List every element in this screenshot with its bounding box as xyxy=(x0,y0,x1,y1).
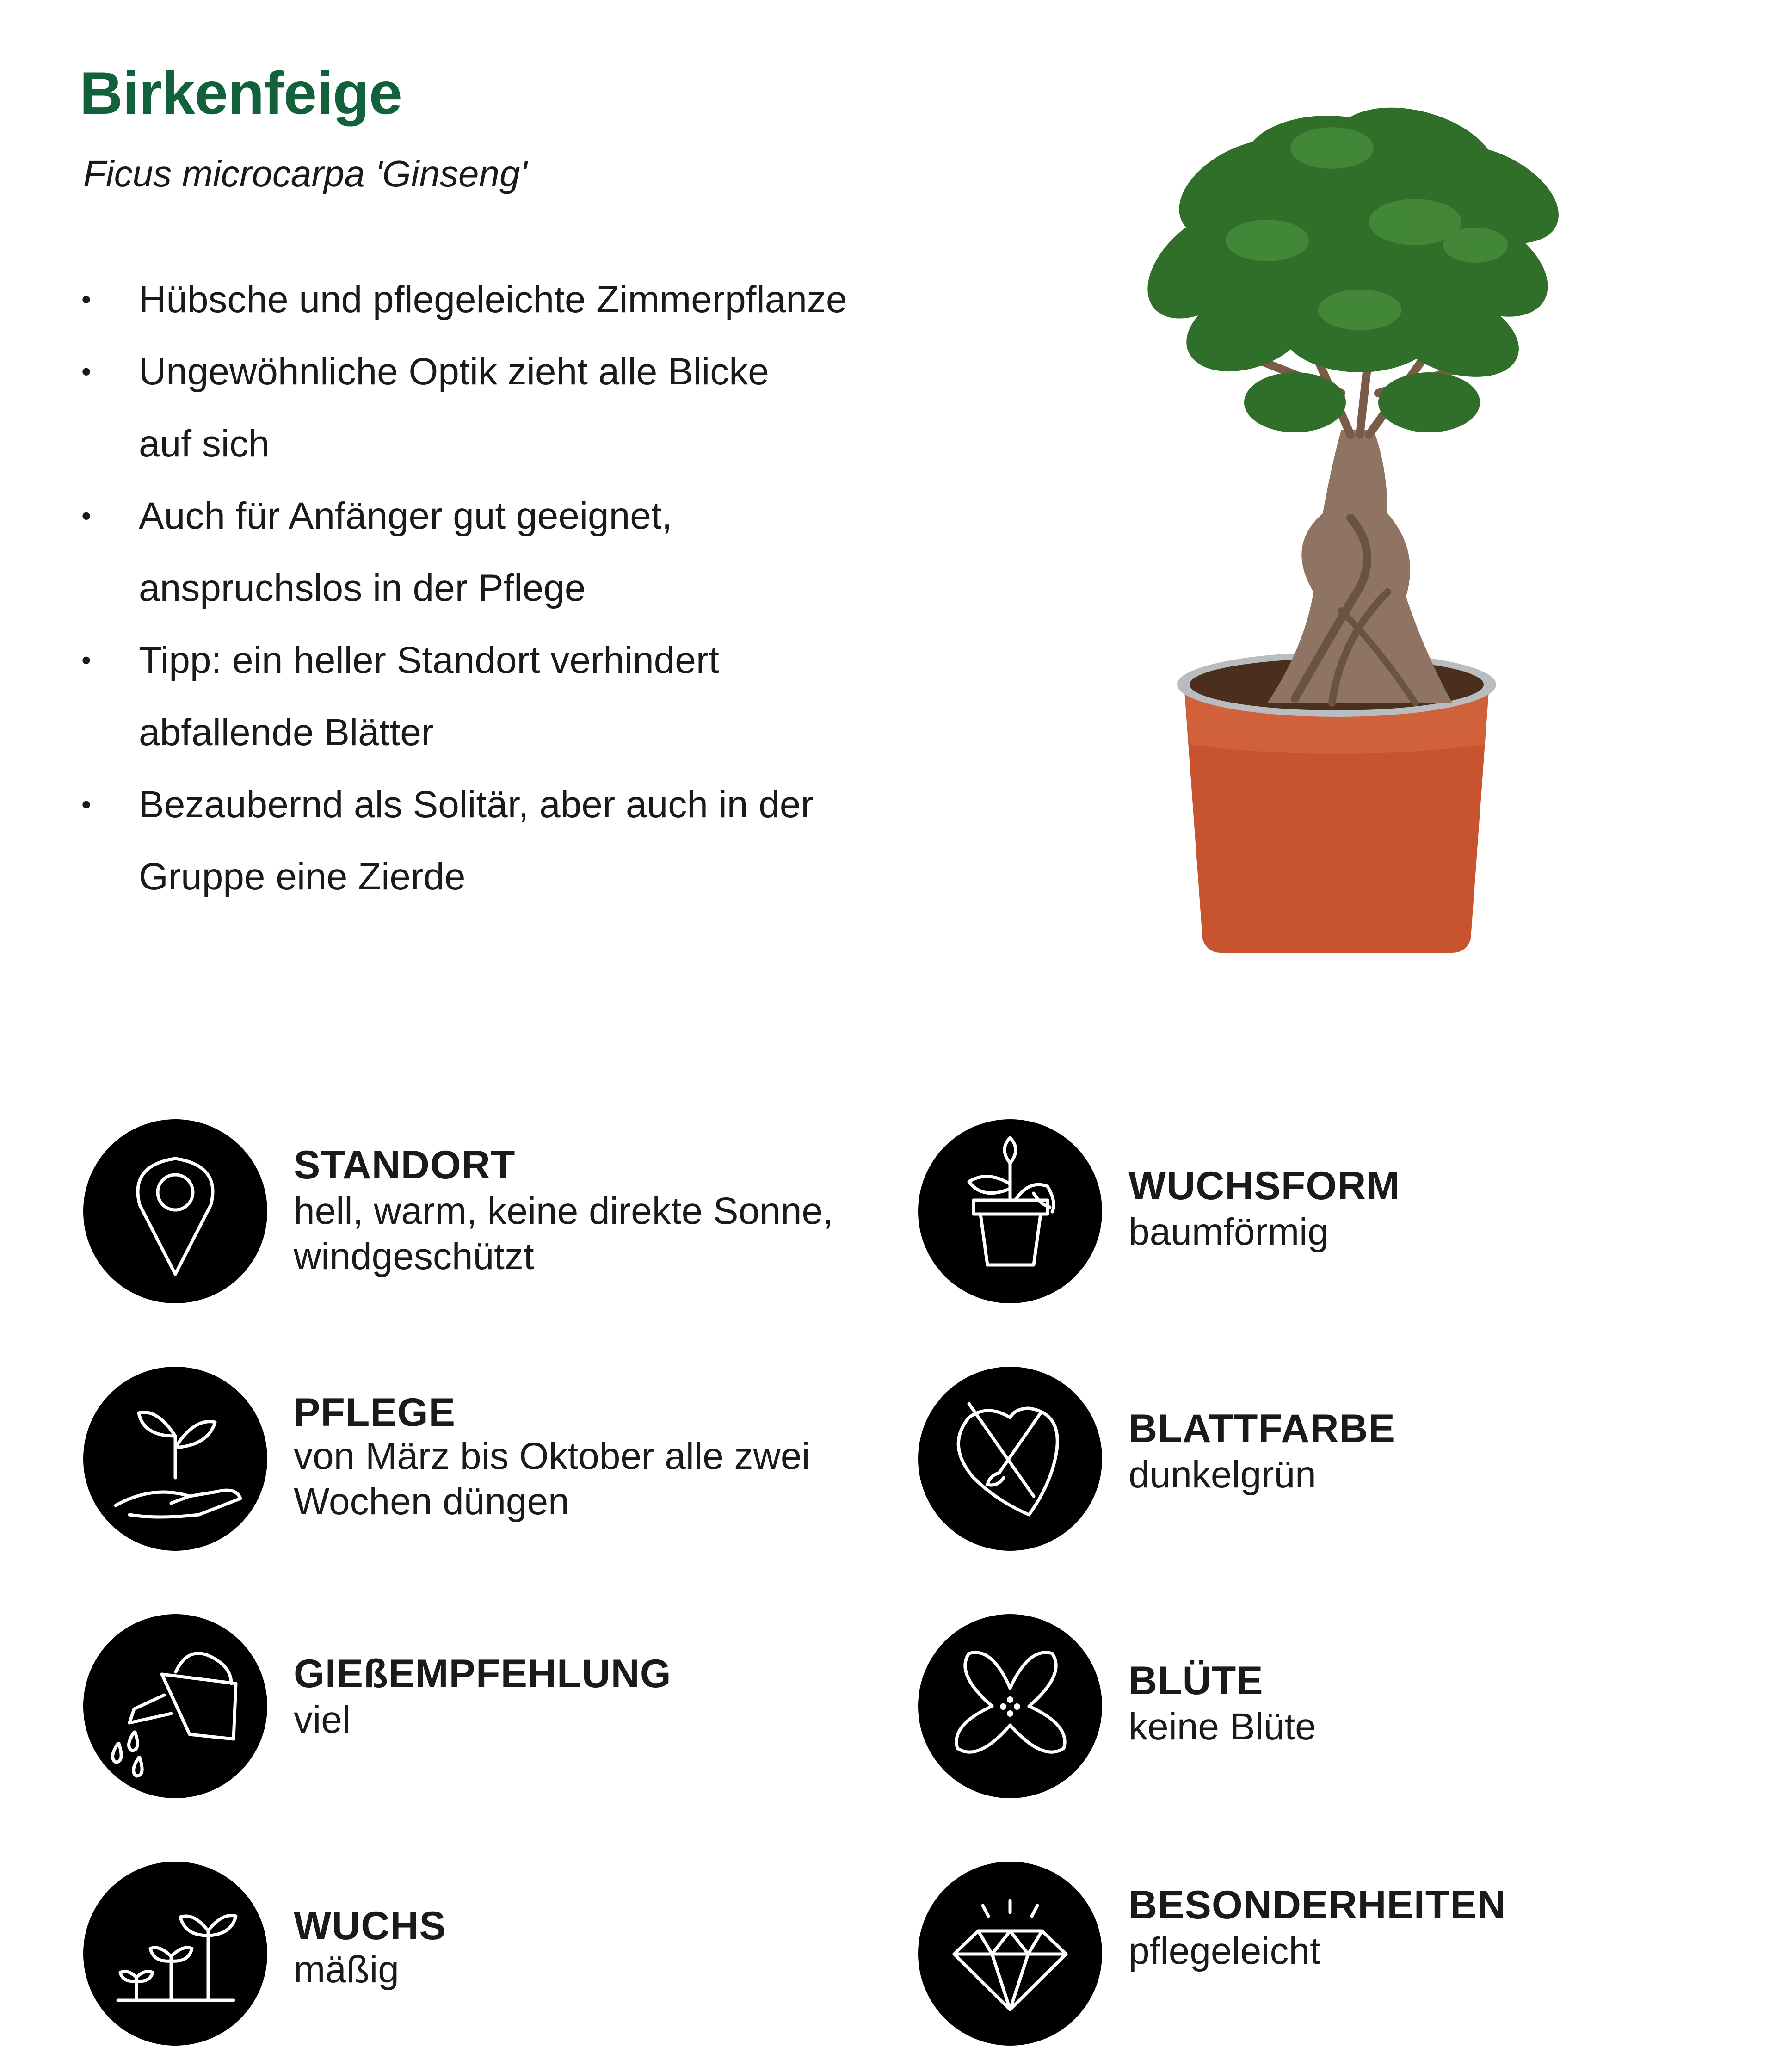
watering-can-icon xyxy=(83,1614,267,1798)
flower-icon xyxy=(918,1614,1102,1798)
list-item xyxy=(79,769,920,913)
feature-value: keine Blüte xyxy=(1128,1706,1316,1748)
bullet-text-cont: auf sich xyxy=(139,423,270,465)
feature-value: mäßig xyxy=(294,1949,399,1991)
feature-bluete xyxy=(918,1614,1704,1799)
feature-label: PFLEGE xyxy=(294,1390,456,1435)
botanical-name: Ficus microcarpa 'Ginseng' xyxy=(83,153,527,194)
feature-label: BESONDERHEITEN xyxy=(1128,1883,1506,1927)
bullet-text: Ungewöhnliche Optik zieht alle Blicke xyxy=(139,351,769,393)
potted-plant-icon xyxy=(918,1119,1102,1303)
feature-giessen xyxy=(83,1614,870,1799)
list-item xyxy=(79,624,920,769)
feature-value: dunkelgrün xyxy=(1128,1454,1316,1496)
leaf-brush-icon xyxy=(918,1367,1102,1551)
bullet-text: Tipp: ein heller Standort verhindert xyxy=(139,639,719,681)
bullet-icon: • xyxy=(81,500,92,531)
growing-sprouts-icon xyxy=(83,1862,267,2046)
bullet-icon: • xyxy=(81,356,92,387)
feature-value: baumförmig xyxy=(1128,1211,1329,1253)
location-pin-icon xyxy=(83,1119,267,1303)
feature-besonderheiten xyxy=(918,1862,1704,2047)
feature-value: hell, warm, keine direkte Sonne, windgeschützt xyxy=(294,1190,833,1277)
feature-label: BLATTFARBE xyxy=(1128,1406,1395,1451)
bullet-icon: • xyxy=(81,284,92,315)
feature-label: GIEßEMPFEHLUNG xyxy=(294,1652,672,1696)
feature-blattfarbe xyxy=(918,1367,1704,1552)
feature-label: BLÜTE xyxy=(1128,1659,1264,1703)
list-item xyxy=(79,336,920,480)
bullet-text: Auch für Anfänger gut geeignet, xyxy=(139,495,672,537)
feature-label: STANDORT xyxy=(294,1143,516,1187)
plant-image xyxy=(1008,69,1619,971)
list-item xyxy=(79,264,920,336)
bullet-text: Hübsche und pflegeleichte Zimmerpflanze xyxy=(139,278,847,321)
feature-value: pflegeleicht xyxy=(1128,1930,1320,1972)
feature-value: von März bis Oktober alle zwei Wochen düngen xyxy=(294,1435,810,1523)
hand-sprout-icon xyxy=(83,1367,267,1551)
bullet-text-cont: abfallende Blätter xyxy=(139,711,434,753)
feature-value: viel xyxy=(294,1699,351,1741)
list-item xyxy=(79,480,920,624)
feature-label: WUCHSFORM xyxy=(1128,1164,1400,1208)
bullet-icon: • xyxy=(81,645,92,676)
feature-list xyxy=(79,264,920,913)
bullet-text-cont: anspruchslos in der Pflege xyxy=(139,567,586,609)
feature-wuchs xyxy=(83,1862,870,2047)
feature-label: WUCHS xyxy=(294,1904,446,1948)
bullet-icon: • xyxy=(81,789,92,820)
bullet-text-cont: Gruppe eine Zierde xyxy=(139,856,466,898)
feature-standort xyxy=(83,1119,870,1304)
feature-pflege xyxy=(83,1367,870,1552)
product-title: Birkenfeige xyxy=(80,59,402,127)
diamond-icon xyxy=(918,1862,1102,2046)
feature-wuchsform xyxy=(918,1119,1704,1304)
bullet-text: Bezaubernd als Solitär, aber auch in der xyxy=(139,783,814,826)
